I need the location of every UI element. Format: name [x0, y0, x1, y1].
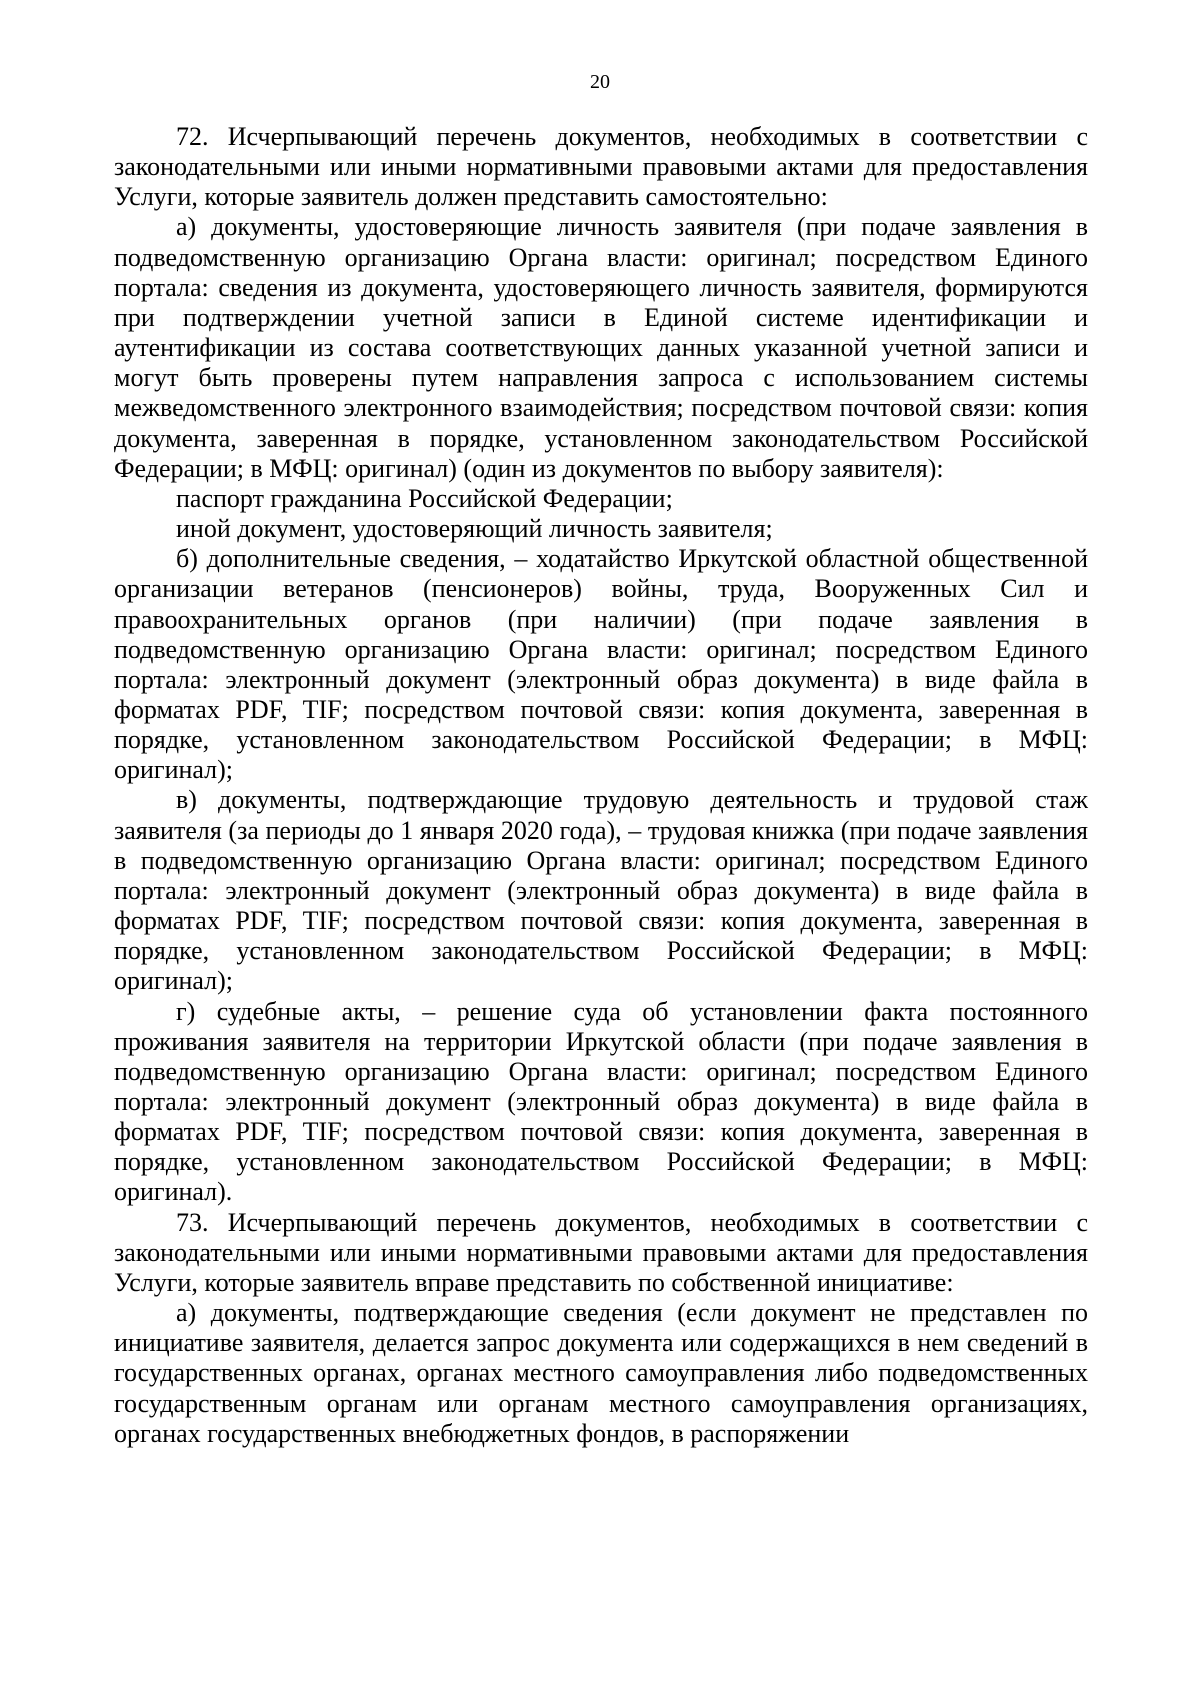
list-item-passport: паспорт гражданина Российской Федерации;	[176, 483, 673, 513]
paragraph-72-g: г) судебные акты, – решение суда об установлении факта постоянного проживания заявителя на территории Иркутской области (при подаче заявления в подведомственную организацию Органа власти: оригинал; посредством Единого портала: электронный документ (электронный образ документа) в виде файла в форматах PDF, TIF; посредством почтовой связи: копия документа, заверенная в порядке, установленном законодательством Российской Федерации; в МФЦ: оригинал).	[114, 996, 1088, 1207]
paragraph-72: 72. Исчерпывающий перечень документов, необходимых в соответствии с законодательными или иными нормативными правовыми актами для предоставления Услуги, которые заявитель должен представить самостоятельно:	[114, 122, 1088, 212]
paragraph-72-a: а) документы, удостоверяющие личность заявителя (при подаче заявления в подведомственную организацию Органа власти: оригинал; посредством Единого портала: сведения из документа, удостоверяющего личность заявителя, формируются при подтверждении учетной записи в Единой системе идентификации и аутентификации из состава соответствующих данных указанной учетной записи и могут быть проверены путем направления запроса с использованием системы межведомственного электронного взаимодействия; посредством почтовой связи: копия документа, заверенная в порядке, установленном законодательством Российской Федерации; в МФЦ: оригинал) (один из документов по выбору заявителя):	[114, 212, 1088, 483]
document-body	[114, 122, 1088, 1449]
page-number: 20	[590, 71, 610, 93]
paragraph-73-a: а) документы, подтверждающие сведения (если документ не представлен по инициативе заявителя, делается запрос документа или содержащихся в нем сведений в государственных органах, органах местного самоуправления либо подведомственных государственным органам или органам местного самоуправления организациях, органах государственных внебюджетных фондов, в распоряжении	[114, 1298, 1088, 1448]
list-item-other-id: иной документ, удостоверяющий личность заявителя;	[176, 514, 773, 544]
paragraph-72-v: в) документы, подтверждающие трудовую деятельность и трудовой стаж заявителя (за периоды до 1 января 2020 года), – трудовая книжка (при подаче заявления в подведомственную организацию Органа власти: оригинал; посредством Единого портала: электронный документ (электронный образ документа) в виде файла в форматах PDF, TIF; посредством почтовой связи: копия документа, заверенная в порядке, установленном законодательством Российской Федерации; в МФЦ: оригинал);	[114, 785, 1088, 996]
paragraph-73: 73. Исчерпывающий перечень документов, необходимых в соответствии с законодательными или иными нормативными правовыми актами для предоставления Услуги, которые заявитель вправе представить по собственной инициативе:	[114, 1207, 1088, 1297]
paragraph-72-b: б) дополнительные сведения, – ходатайство Иркутской областной общественной организации ветеранов (пенсионеров) войны, труда, Вооруженных Сил и правоохранительных органов (при наличии) (при подаче заявления в подведомственную организацию Органа власти: оригинал; посредством Единого портала: электронный документ (электронный образ документа) в виде файла в форматах PDF, TIF; посредством почтовой связи: копия документа, заверенная в порядке, установленном законодательством Российской Федерации; в МФЦ: оригинал);	[114, 544, 1088, 785]
